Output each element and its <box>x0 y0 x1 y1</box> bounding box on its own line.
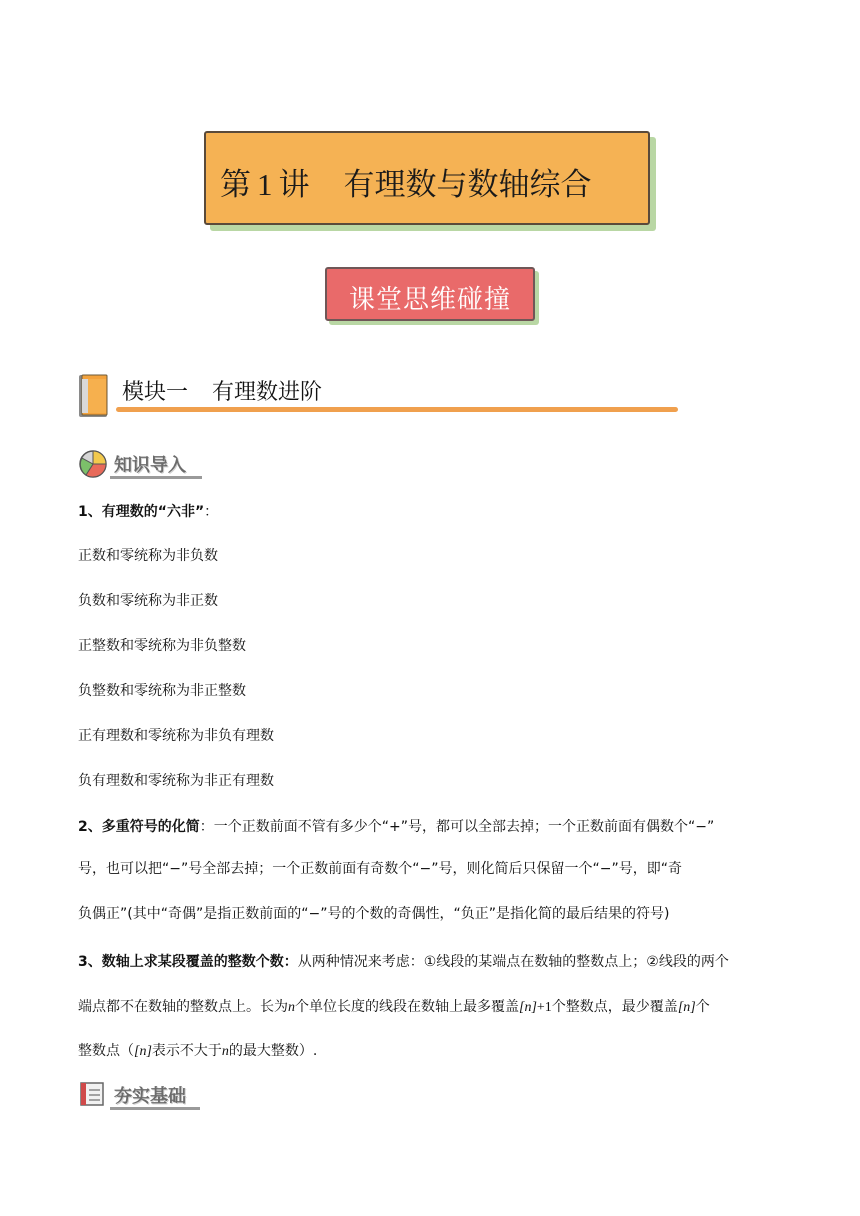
point1-heading-line <box>78 503 218 521</box>
point2-text-3: 负偶正”(其中“奇偶”是指正数前面的“−”号的个数的奇偶性，“负正”是指化简的最后结果的符号) <box>78 906 670 922</box>
lecture-title-banner <box>204 131 650 225</box>
math-floor-n-3: [n] <box>134 1044 152 1059</box>
point3-text-2a: 端点都不在数轴的整数点上。长为 <box>78 999 288 1015</box>
point3-heading: 3、数轴上求某段覆盖的整数个数： <box>78 954 298 970</box>
knowledge-intro-underline <box>110 476 202 479</box>
section-ribbon <box>325 267 535 321</box>
point1-line-5: 正有理数和零统称为非负有理数 <box>78 728 274 744</box>
math-n-2: n <box>221 1044 229 1059</box>
notebook-icon <box>78 1080 106 1108</box>
point2-line-3 <box>78 905 669 923</box>
title-suffix: 讲 <box>278 167 310 203</box>
knowledge-intro-label: 知识导入 <box>114 455 186 476</box>
point3-text-1: 从两种情况来考虑：①线段的某端点在数轴的整数点上；②线段的两个 <box>297 954 729 970</box>
foundation-badge <box>78 1080 208 1110</box>
point3-text-2c: 个整数点，最少覆盖 <box>551 999 678 1015</box>
math-n: n <box>288 1000 295 1015</box>
point3-text-3a: 整数点（ <box>78 1043 134 1059</box>
ribbon-label: 课堂思维碰撞 <box>348 285 511 315</box>
lecture-title <box>220 159 592 204</box>
pie-chart-icon <box>78 449 108 479</box>
point3-line-1 <box>78 953 729 971</box>
point3-text-3c: 的最大整数）. <box>228 1043 318 1059</box>
foundation-underline <box>110 1107 200 1110</box>
math-floor-n-2: [n] <box>677 1000 696 1015</box>
point1-line-3: 正整数和零统称为非负整数 <box>78 638 246 654</box>
point1-line-6: 负有理数和零统称为非正有理数 <box>78 773 274 789</box>
point3-text-2b: 个单位长度的线段在数轴上最多覆盖 <box>295 999 519 1015</box>
module-underline <box>116 407 678 412</box>
point2-line-1 <box>78 818 714 836</box>
title-topic: 有理数与数轴综合 <box>343 167 592 203</box>
point2-heading: 2、多重符号的化简 <box>78 819 200 835</box>
point3-line-2 <box>78 998 710 1017</box>
book-icon <box>78 373 110 419</box>
title-prefix: 第 <box>220 167 251 203</box>
point1-line-1: 正数和零统称为非负数 <box>78 548 218 564</box>
module-name: 有理数进阶 <box>212 380 323 405</box>
foundation-label: 夯实基础 <box>114 1086 186 1107</box>
point2-text-1: ：一个正数前面不管有多少个“+”号，都可以全部去掉；一个正数前面有偶数个“−” <box>199 819 715 835</box>
module-title <box>122 375 322 406</box>
point2-line-2: 号，也可以把“−”号全部去掉；一个正数前面有奇数个“−”号，则化简后只保留一个“−”号，即“奇 <box>78 861 682 877</box>
point3-text-3b: 表示不大于 <box>151 1043 222 1059</box>
module-heading <box>78 373 678 421</box>
title-number: 1 <box>257 167 273 202</box>
knowledge-intro-badge <box>78 449 208 479</box>
point1-line-4: 负整数和零统称为非正整数 <box>78 683 246 699</box>
point1-colon: ： <box>204 504 219 520</box>
point1-line-2: 负数和零统称为非正数 <box>78 593 218 609</box>
point3-line-3 <box>78 1042 317 1061</box>
math-floor-n: [n] <box>519 1000 537 1015</box>
point3-text-2d: 个 <box>695 999 710 1015</box>
module-prefix: 模块一 <box>122 380 189 405</box>
math-plus-one: +1 <box>536 1000 552 1015</box>
point1-heading: 1、有理数的“六非” <box>78 504 205 520</box>
